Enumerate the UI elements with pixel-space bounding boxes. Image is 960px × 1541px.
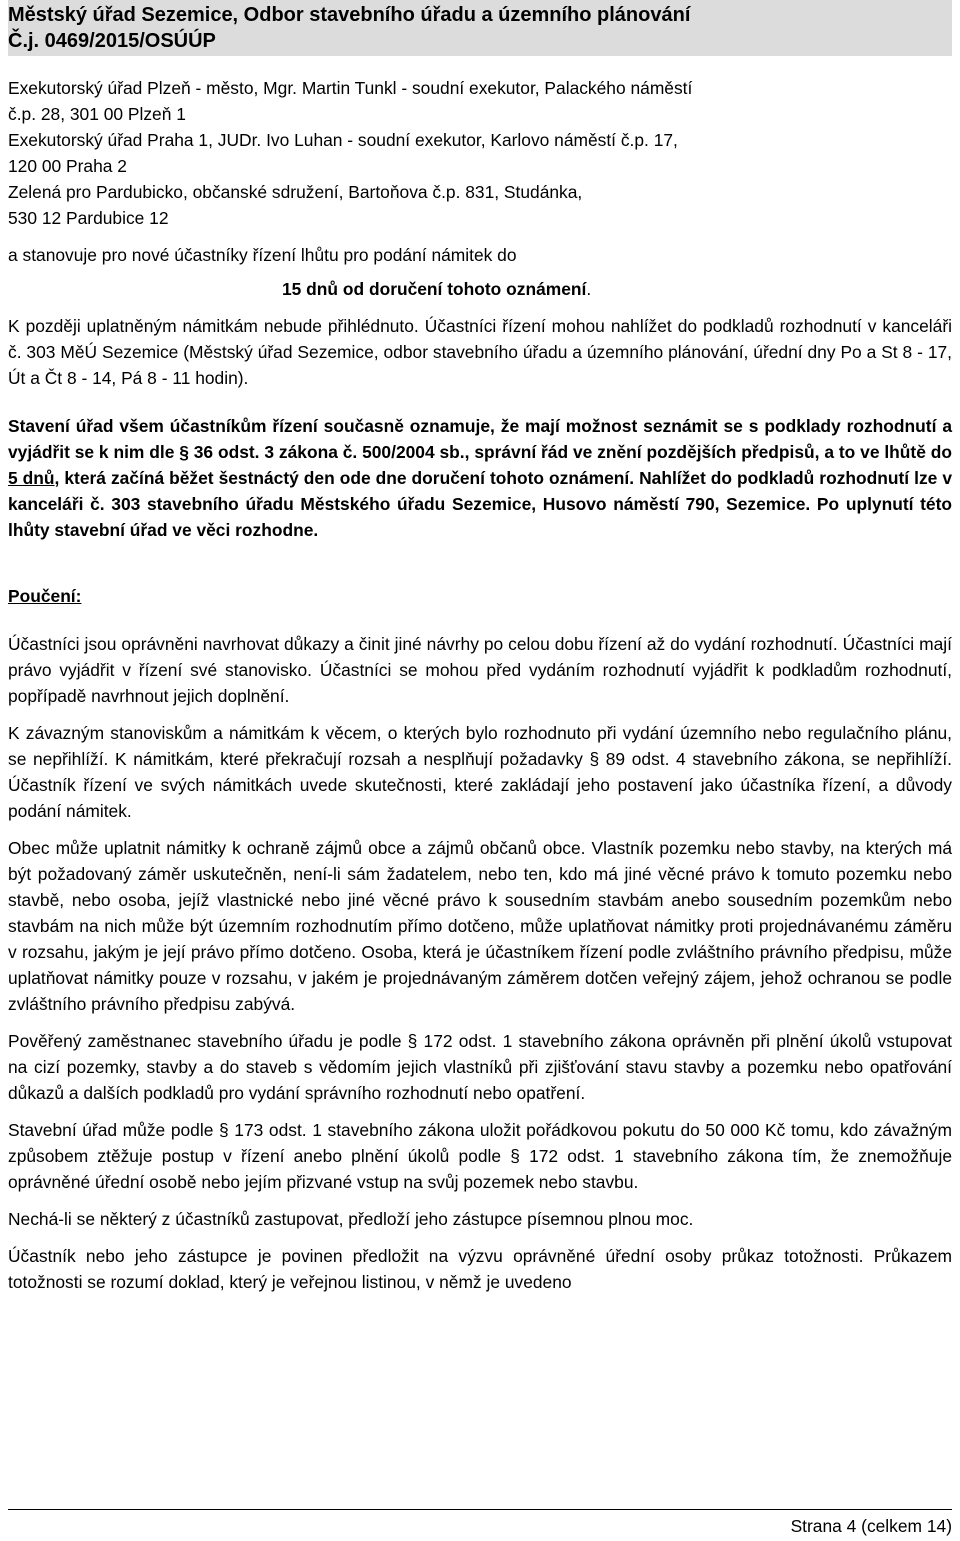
notice-part-d: , která začíná běžet šestnáctý den ode dne doručení tohoto oznámení. Nahlížet do podkladů rozhodnutí lze v kanceláři č. 303 stavebního úřadu Městského úřadu Sezemice, Husovo náměstí 790, Sezemice. Po uplynutí této lhůty stavební úřad ve věci rozhodne.	[8, 468, 952, 540]
deadline-end: .	[586, 279, 592, 299]
address-line: Exekutorský úřad Praha 1, JUDr. Ivo Luhan - soudní exekutor, Karlovo náměstí č.p. 17,	[8, 130, 678, 150]
instruction-paragraph: Nechá-li se některý z účastníků zastupovat, předloží jeho zástupce písemnou plnou moc.	[8, 1209, 694, 1229]
inspection-paragraph: K později uplatněným námitkám nebude přihlédnuto. Účastníci řízení mohou nahlížet do podkladů rozhodnutí v kanceláři č. 303 MěÚ Sezemice (Městský úřad Sezemice, odbor stavebního úřadu a územního plánování, úřední dny Po a St 8 - 17, Út a Čt 8 - 14, Pá 8 - 11 hodin).	[8, 316, 952, 388]
instruction-paragraph: Stavební úřad může podle § 173 odst. 1 stavebního zákona uložit pořádkovou pokutu do 50 000 Kč tomu, kdo závažným způsobem ztěžuje postup v řízení anebo plnění úkolů podle § 172 odst. 1 stavebního zákona tím, že znemožňuje oprávněné úřední osobě nebo jejím přizvané vstup na svůj pozemek nebo stavbu.	[8, 1120, 952, 1192]
address-list	[8, 75, 952, 231]
address-line: 120 00 Praha 2	[8, 156, 127, 176]
instruction-paragraph: K závazným stanoviskům a námitkám k věcem, o kterých bylo rozhodnuto při vydání územního nebo regulačního plánu, se nepřihlíží. K námitkám, které překračují rozsah a nesplňují požadavky § 89 odst. 4 stavebního zákona, se nepřihlíží. Účastník řízení ve svých námitkách uvede skutečnosti, které zakládají jeho postavení jako účastníka řízení, a důvody podání námitek.	[8, 723, 952, 821]
deadline-intro: a stanovuje pro nové účastníky řízení lhůtu pro podání námitek do	[8, 245, 517, 265]
header-reference-number: Č.j. 0469/2015/OSÚÚP	[8, 30, 216, 52]
instruction-heading: Poučení:	[8, 586, 82, 606]
footer-divider	[8, 1509, 952, 1510]
instruction-paragraph: Obec může uplatnit námitky k ochraně zájmů obce a zájmů občanů obce. Vlastník pozemku nebo stavby, na kterých má být požadovaný záměr uskutečněn, není-li sám žadatelem, nebo ten, kdo má jiné věcné právo k tomuto pozemku nebo stavbě, nebo osoba, jejíž vlastnické nebo jiné věcné právo k sousedním stavbám anebo sousedním pozemkům nebo stavbám na nich může být územním rozhodnutím přímo dotčeno, může uplatňovat námitky proti projednávanému záměru v rozsahu, jakým je její právo přímo dotčeno. Osoba, která je účastníkem řízení podle zvláštního právního předpisu, může uplatňovat námitky pouze v rozsahu, v jakém je projednávaným záměrem dotčen veřejný zájem, jehož ochranou se podle zvláštního právního předpisu zabývá.	[8, 838, 952, 1014]
deadline-bold: 15 dnů od doručení tohoto oznámení	[282, 279, 587, 299]
document-body	[8, 75, 952, 1295]
address-line: Zelená pro Pardubicko, občanské sdružení, Bartoňova č.p. 831, Studánka,	[8, 182, 583, 202]
address-line: Exekutorský úřad Plzeň - město, Mgr. Martin Tunkl - soudní exekutor, Palackého náměstí	[8, 78, 693, 98]
instruction-paragraph: Účastník nebo jeho zástupce je povinen předložit na výzvu oprávněné úřední osoby průkaz totožnosti. Průkazem totožnosti se rozumí doklad, který je veřejnou listinou, v němž je uvedeno	[8, 1246, 952, 1292]
instruction-paragraph: Účastníci jsou oprávněni navrhovat důkazy a činit jiné návrhy po celou dobu řízení až do vydání rozhodnutí. Účastníci mají právo vyjádřit v řízení své stanovisko. Účastníci se mohou před vydáním rozhodnutí vyjádřit k podkladům rozhodnutí, popřípadě navrhnout jejich doplnění.	[8, 634, 952, 706]
header-office-name: Městský úřad Sezemice, Odbor stavebního úřadu a územního plánování	[8, 4, 691, 26]
notice-part-a: Stavení úřad všem účastníkům řízení současně oznamuje, že mají možnost seznámit se s podklady rozhodnutí a vyjádřit se k nim dle § 36 odst. 3 zákona č. 500/2004 sb.	[8, 416, 952, 462]
deadline-statement	[8, 276, 952, 302]
page-header	[8, 0, 952, 56]
notice-paragraph	[8, 413, 952, 543]
page-number: Strana 4 (celkem 14)	[790, 1516, 952, 1536]
instruction-paragraph: Pověřený zaměstnanec stavebního úřadu je podle § 172 odst. 1 stavebního zákona oprávněn při plnění úkolů vstupovat na cizí pozemky, stavby a do staveb s vědomím jejich vlastníků při zjišťování stavu stavby a pozemku nebo opatřování důkazů a dalších podkladů pro vydání správního rozhodnutí nebo opatření.	[8, 1031, 952, 1103]
address-line: č.p. 28, 301 00 Plzeň 1	[8, 104, 186, 124]
address-line: 530 12 Pardubice 12	[8, 208, 169, 228]
notice-part-b: , správní řád ve znění pozdějších předpisů, a to ve lhůtě do	[464, 442, 953, 462]
notice-deadline-underlined: 5 dnů	[8, 468, 55, 488]
